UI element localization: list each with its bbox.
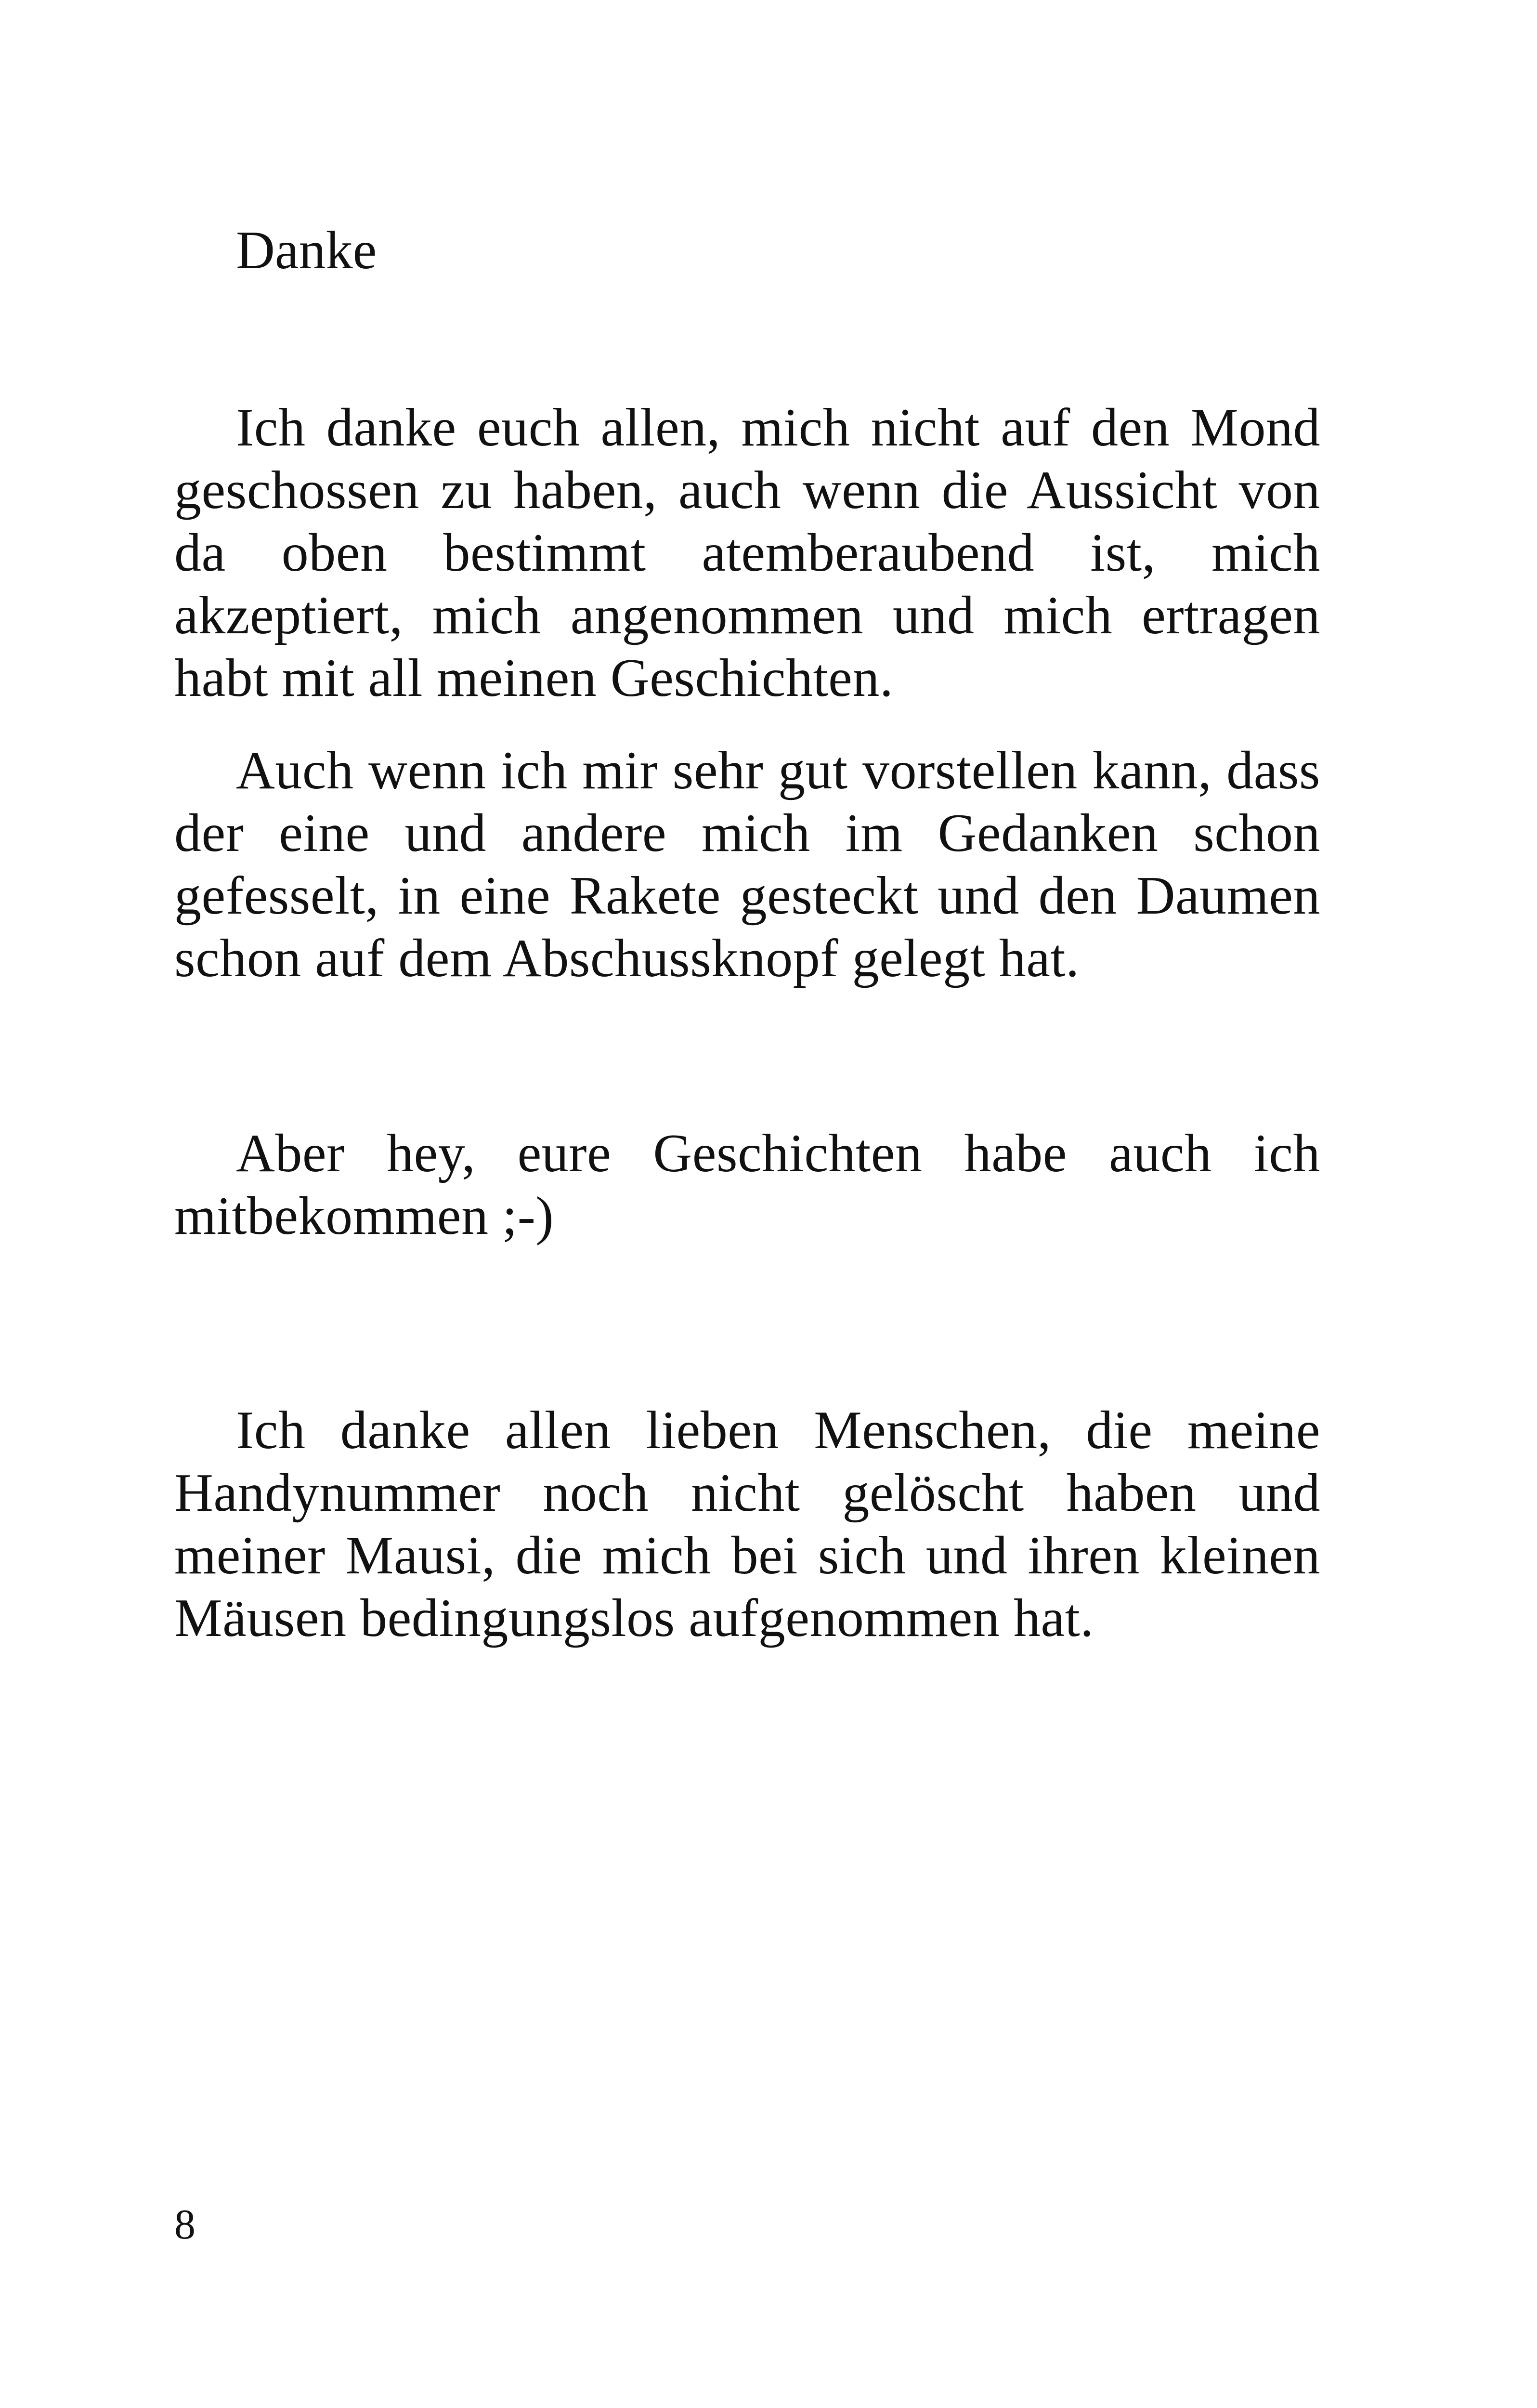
paragraph-thanks-all: Ich danke euch allen, mich nicht auf den Mond geschossen zu haben, auch wenn die Aussicht von da oben bestimmt atemberaubend ist, mich akzeptiert, mich angenommen und mich ertragen habt mit all meinen Geschichten. — [174, 398, 1320, 708]
paragraph-stories: Aber hey, eure Geschichten habe auch ich mitbekommen ;-) — [174, 1124, 1320, 1246]
paragraph-thanks-people: Ich danke allen lieben Menschen, die meine Handynummer noch nicht gelöscht haben und meiner Mausi, die mich bei sich und ihren kleinen Mäusen bedingungslos aufgenommen hat. — [174, 1400, 1320, 1648]
page-heading: Danke — [236, 221, 377, 280]
paragraph-rocket: Auch wenn ich mir sehr gut vorstellen kann, dass der eine und andere mich im Gedanken schon gefesselt, in eine Rakete gesteckt und den Daumen schon auf dem Abschussknopf gelegt hat. — [174, 741, 1320, 988]
page-number: 8 — [174, 2201, 195, 2248]
